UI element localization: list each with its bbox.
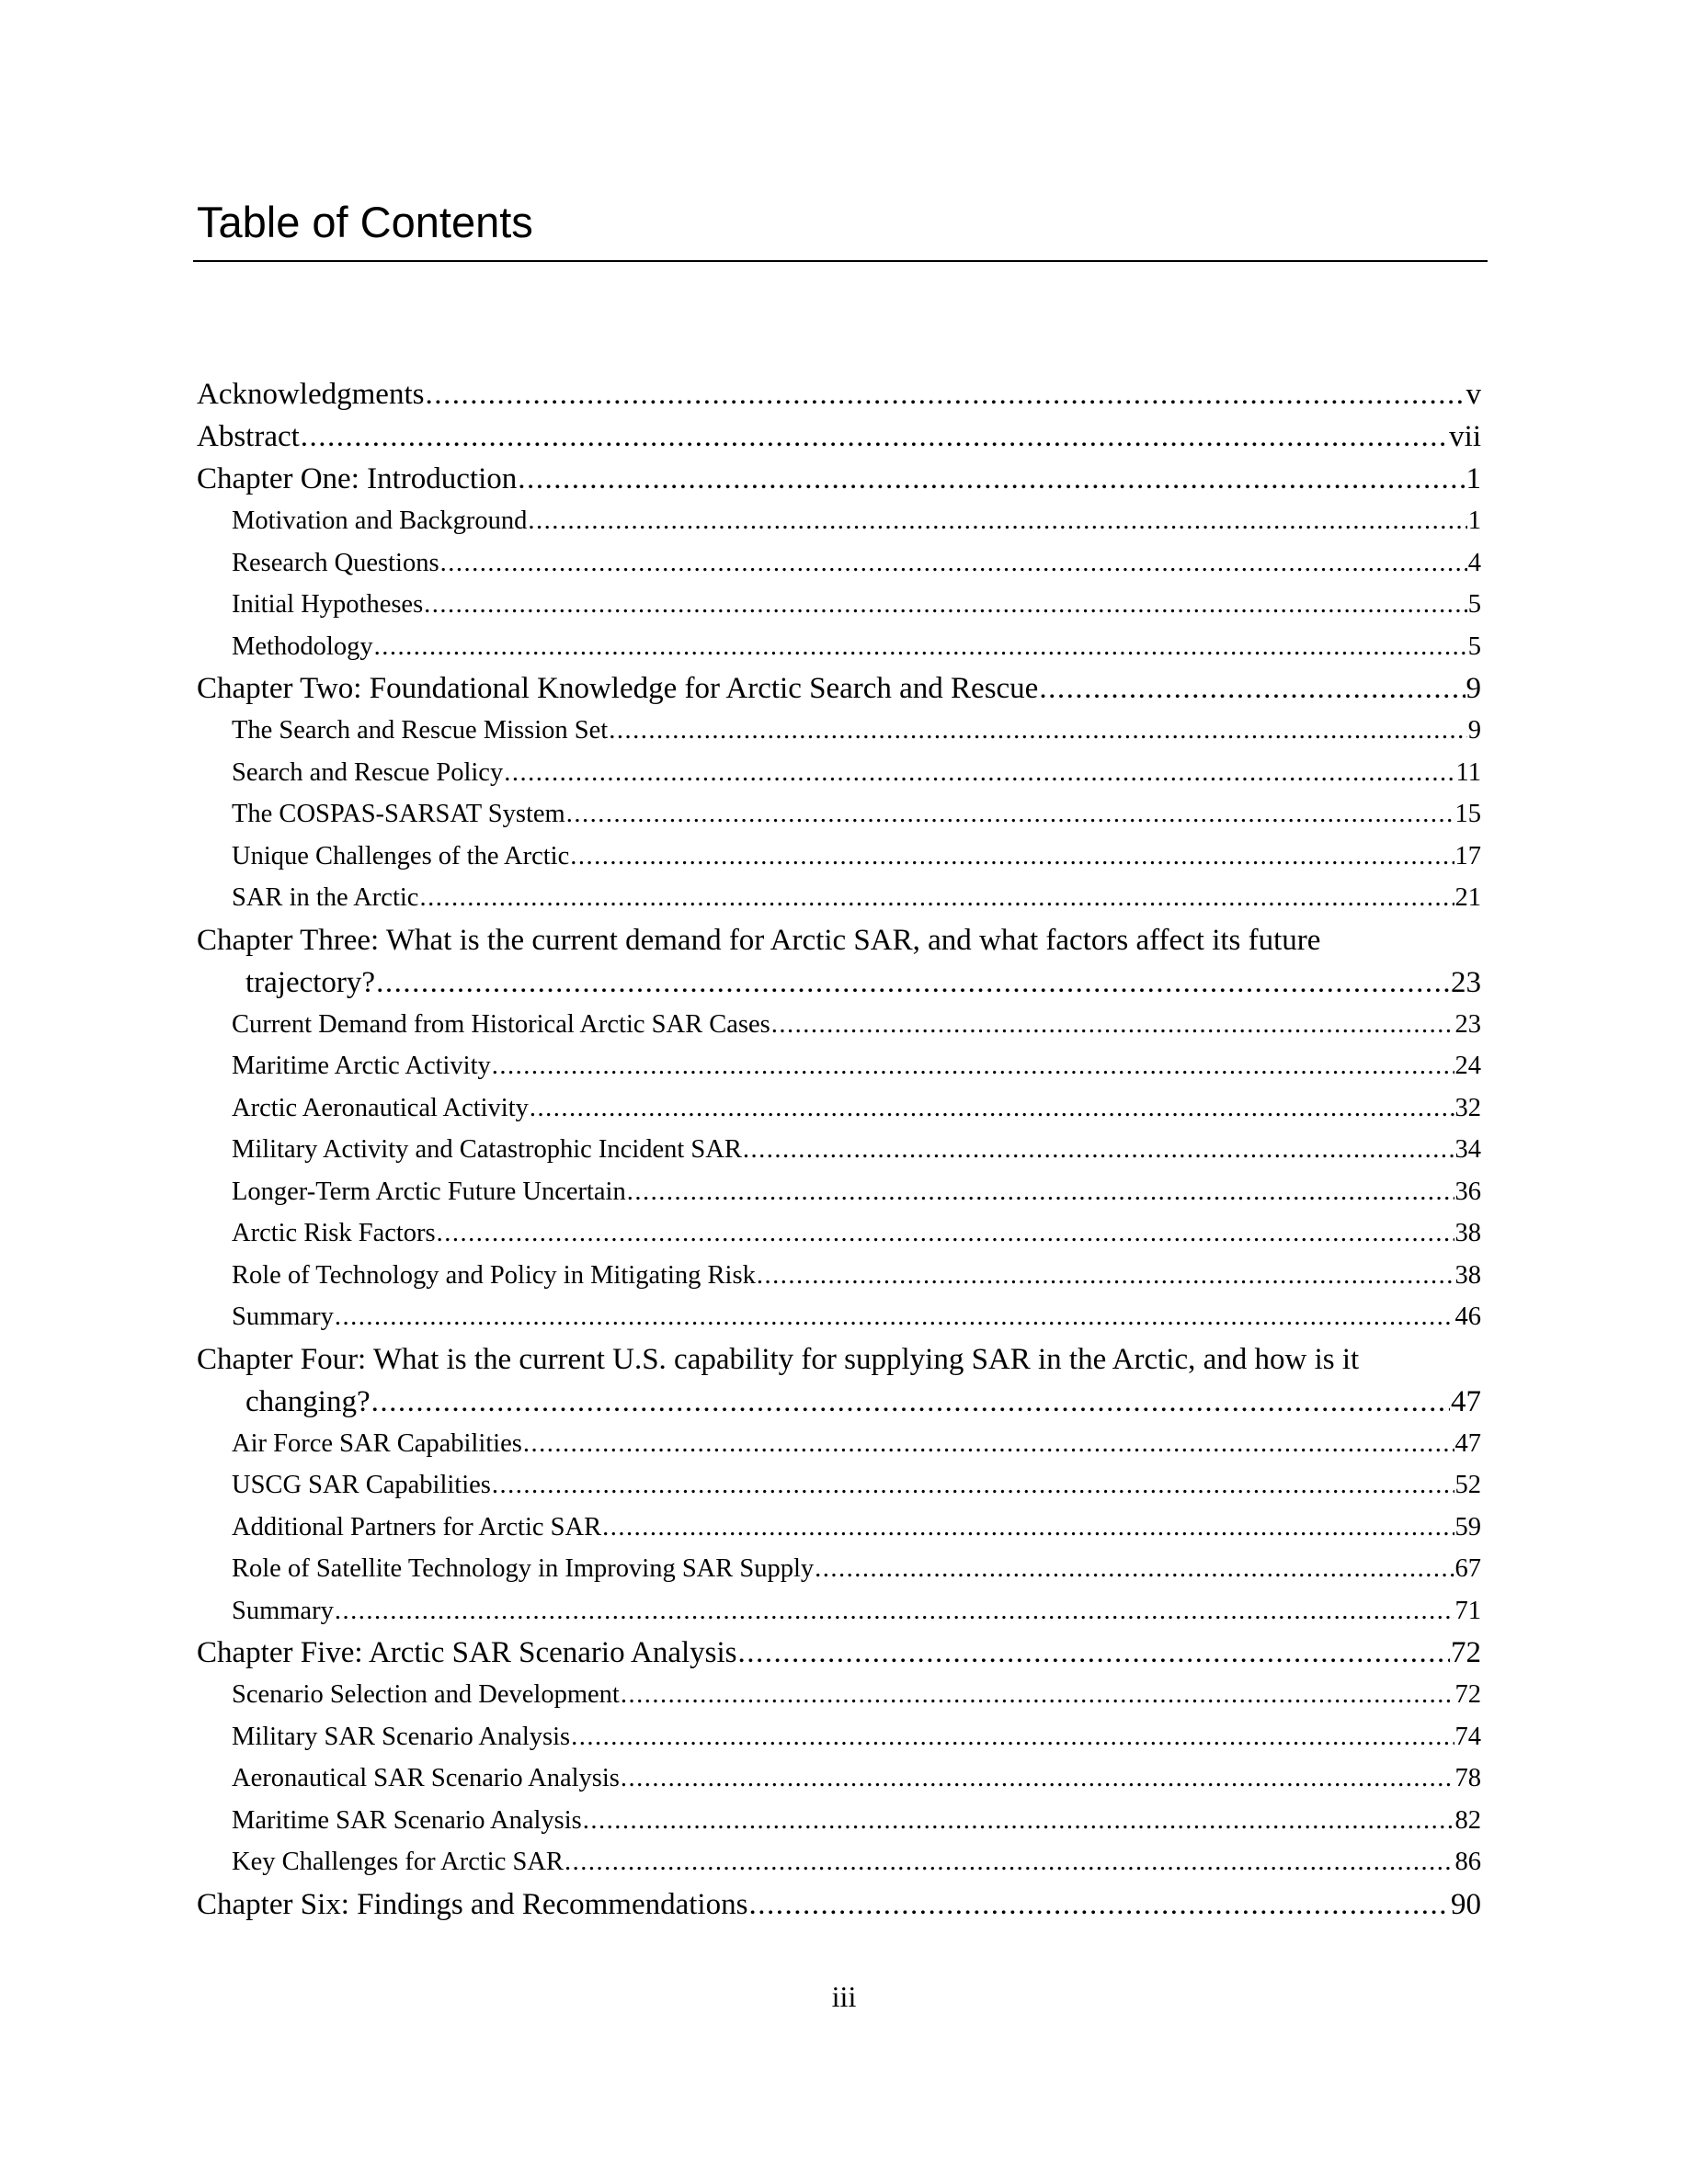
toc-section-entry[interactable]: [197, 1464, 1481, 1507]
toc-entry-label: Longer-Term Arctic Future Uncertain: [232, 1177, 626, 1206]
dot-leader: [771, 1004, 1454, 1046]
toc-chapter-entry[interactable]: [197, 415, 1481, 458]
toc-section-entry[interactable]: [197, 1674, 1481, 1716]
toc-entry-page-number: 38: [1454, 1260, 1481, 1290]
toc-entry-page-number: 5: [1467, 631, 1481, 661]
toc-section-entry[interactable]: [197, 626, 1481, 668]
dot-leader: [492, 1045, 1454, 1087]
dot-leader: [609, 710, 1467, 752]
toc-entry-page-number: 47: [1451, 1384, 1481, 1418]
dot-leader: [757, 1255, 1454, 1297]
toc-entry-label: Summary: [232, 1302, 334, 1331]
title-underline: [193, 260, 1488, 262]
toc-section-entry[interactable]: [197, 1129, 1481, 1171]
dot-leader: [371, 1381, 1450, 1423]
toc-entry-label: Key Challenges for Arctic SAR: [232, 1848, 564, 1876]
toc-entry-label: Chapter One: Introduction: [197, 462, 518, 495]
toc-entry-page-number: 1: [1467, 506, 1481, 535]
toc-section-entry[interactable]: [197, 1507, 1481, 1549]
toc-entry-page-number: 4: [1467, 548, 1481, 577]
dot-leader: [565, 1841, 1454, 1883]
dot-leader: [440, 542, 1467, 585]
toc-section-entry[interactable]: [197, 542, 1481, 585]
toc-entry-label: Military SAR Scenario Analysis: [232, 1722, 571, 1751]
toc-section-entry[interactable]: [197, 584, 1481, 626]
toc-entry-page-number: 71: [1454, 1596, 1481, 1625]
dot-leader: [570, 836, 1454, 878]
toc-entry-page-number: 17: [1454, 841, 1481, 870]
toc-entry-label: Acknowledgments: [197, 378, 425, 411]
toc-section-entry[interactable]: [197, 500, 1481, 542]
toc-section-entry[interactable]: [197, 1045, 1481, 1087]
toc-entry-page-number: 9: [1466, 672, 1481, 705]
toc-entry-page-number: 90: [1451, 1887, 1481, 1921]
toc-entry-label: Abstract: [197, 420, 300, 453]
toc-section-entry[interactable]: [197, 1004, 1481, 1046]
toc-entry-page-number: 46: [1454, 1302, 1481, 1331]
toc-entry-label: Aeronautical SAR Scenario Analysis: [232, 1764, 620, 1792]
toc-entry-page-number: 11: [1455, 757, 1481, 787]
dot-leader: [621, 1757, 1454, 1800]
toc-entry-label: Search and Rescue Policy: [232, 757, 504, 787]
toc-entry-label: Arctic Aeronautical Activity: [232, 1093, 529, 1122]
dot-leader: [492, 1464, 1454, 1507]
toc-entry-page-number: 24: [1454, 1052, 1481, 1080]
toc-entry-label: Air Force SAR Capabilities: [232, 1428, 522, 1458]
dot-leader: [437, 1212, 1454, 1255]
toc-section-entry[interactable]: [197, 877, 1481, 919]
toc-entry-label: Summary: [232, 1596, 334, 1625]
toc-entry-label: Role of Technology and Policy in Mitigating Risk: [232, 1260, 756, 1290]
toc-section-entry[interactable]: [197, 1255, 1481, 1297]
toc-entry-label: Scenario Selection and Development: [232, 1680, 620, 1709]
toc-entry-page-number: 47: [1454, 1428, 1481, 1458]
toc-entry-page-number: 23: [1454, 1009, 1481, 1039]
toc-entry-page-number: v: [1466, 378, 1481, 411]
toc-entry-page-number: 1: [1466, 462, 1481, 495]
toc-entry-label: Role of Satellite Technology in Improving SAR Supply: [232, 1554, 815, 1583]
toc-entry-page-number: vii: [1449, 420, 1481, 453]
toc-entry-page-number: 34: [1454, 1135, 1481, 1164]
dot-leader: [504, 752, 1454, 794]
toc-section-entry[interactable]: [197, 710, 1481, 752]
toc-chapter-entry[interactable]: [197, 458, 1481, 500]
dot-leader: [571, 1716, 1454, 1758]
toc-section-entry[interactable]: [197, 1841, 1481, 1883]
toc-entry-label-continued: trajectory?: [245, 965, 376, 999]
toc-section-entry[interactable]: [197, 752, 1481, 794]
toc-entry-page-number: 15: [1454, 800, 1481, 828]
toc-entry-label: SAR in the Arctic: [232, 883, 419, 912]
dot-leader: [748, 1883, 1450, 1926]
toc-entry-label: The Search and Rescue Mission Set: [232, 716, 609, 745]
toc-entry-label: Chapter Three: What is the current demand for Arctic SAR, and what factors affect its future: [197, 923, 1321, 957]
toc-section-entry[interactable]: [197, 793, 1481, 836]
toc-entry-page-number: 52: [1454, 1471, 1481, 1499]
toc-chapter-entry[interactable]: [197, 919, 1481, 1004]
toc-chapter-entry[interactable]: [197, 1338, 1481, 1423]
toc-entry-page-number: 74: [1454, 1722, 1481, 1751]
toc-entry-page-number: 38: [1454, 1219, 1481, 1247]
dot-leader: [627, 1171, 1454, 1213]
toc-entry-label: Methodology: [232, 631, 373, 661]
toc-chapter-entry[interactable]: [197, 373, 1481, 415]
toc-entry-page-number: 78: [1454, 1764, 1481, 1792]
dot-leader: [566, 793, 1454, 836]
toc-entry-page-number: 32: [1454, 1093, 1481, 1122]
toc-entry-label: Chapter Five: Arctic SAR Scenario Analysis: [197, 1636, 737, 1669]
toc-entry-label: Chapter Six: Findings and Recommendations: [197, 1887, 748, 1921]
dot-leader: [528, 500, 1466, 542]
toc-section-entry[interactable]: [197, 1548, 1481, 1590]
toc-section-entry[interactable]: [197, 1296, 1481, 1338]
dot-leader: [602, 1507, 1454, 1549]
dot-leader: [376, 961, 1450, 1004]
toc-chapter-entry[interactable]: [197, 667, 1481, 710]
dot-leader: [583, 1800, 1454, 1842]
page-number: iii: [831, 1980, 857, 2013]
toc-entry-label: Research Questions: [232, 548, 439, 577]
toc-entry-page-number: 82: [1454, 1805, 1481, 1835]
toc-entry-page-number: 23: [1451, 965, 1481, 999]
page-title: Table of Contents: [197, 198, 533, 246]
toc-section-entry[interactable]: [197, 1800, 1481, 1842]
toc-entry-page-number: 67: [1454, 1554, 1481, 1583]
toc-entry-page-number: 86: [1454, 1848, 1481, 1876]
toc-entry-label-continued: changing?: [245, 1384, 371, 1418]
toc-entry-page-number: 21: [1454, 883, 1481, 912]
dot-leader: [374, 626, 1467, 668]
dot-leader: [301, 415, 1448, 458]
toc-entry-page-number: 5: [1467, 590, 1481, 619]
dot-leader: [738, 1632, 1450, 1674]
toc-entry-label: Military Activity and Catastrophic Incident SAR: [232, 1135, 742, 1164]
dot-leader: [530, 1087, 1454, 1130]
toc-entry-page-number: 36: [1454, 1177, 1481, 1206]
dot-leader: [424, 584, 1467, 626]
dot-leader: [335, 1590, 1454, 1632]
toc-entry-page-number: 9: [1467, 716, 1481, 745]
dot-leader: [518, 458, 1465, 500]
toc-section-entry[interactable]: [197, 836, 1481, 878]
toc-chapter-entry[interactable]: [197, 1632, 1481, 1674]
toc-list: [197, 373, 1481, 1926]
toc-section-entry[interactable]: [197, 1716, 1481, 1758]
toc-section-entry[interactable]: [197, 1590, 1481, 1632]
dot-leader: [815, 1548, 1454, 1590]
toc-section-entry[interactable]: [197, 1757, 1481, 1800]
toc-entry-label: Motivation and Background: [232, 506, 528, 535]
dot-leader: [523, 1423, 1454, 1465]
dot-leader: [425, 373, 1465, 415]
toc-entry-label: Chapter Two: Foundational Knowledge for Arctic Search and Rescue: [197, 672, 1039, 705]
dot-leader: [1039, 667, 1465, 710]
toc-entry-label: Current Demand from Historical Arctic SAR Cases: [232, 1009, 770, 1039]
toc-section-entry[interactable]: [197, 1212, 1481, 1255]
toc-entry-page-number: 72: [1454, 1680, 1481, 1709]
dot-leader: [743, 1129, 1454, 1171]
toc-section-entry[interactable]: [197, 1087, 1481, 1130]
dot-leader: [335, 1296, 1454, 1338]
toc-entry-label: Maritime SAR Scenario Analysis: [232, 1805, 582, 1835]
toc-entry-label: Maritime Arctic Activity: [232, 1052, 491, 1080]
toc-entry-label: Chapter Four: What is the current U.S. capability for supplying SAR in the Arctic, and how is it: [197, 1342, 1360, 1376]
toc-section-entry[interactable]: [197, 1423, 1481, 1465]
toc-entry-label: The COSPAS-SARSAT System: [232, 800, 565, 828]
toc-section-entry[interactable]: [197, 1171, 1481, 1213]
dot-leader: [419, 877, 1454, 919]
dot-leader: [621, 1674, 1454, 1716]
toc-entry-page-number: 59: [1454, 1512, 1481, 1541]
toc-entry-label: USCG SAR Capabilities: [232, 1471, 491, 1499]
toc-entry-page-number: 72: [1451, 1636, 1481, 1669]
toc-entry-label: Additional Partners for Arctic SAR: [232, 1512, 602, 1541]
toc-chapter-entry[interactable]: [197, 1883, 1481, 1926]
toc-entry-label: Unique Challenges of the Arctic: [232, 841, 570, 870]
toc-entry-label: Arctic Risk Factors: [232, 1219, 436, 1247]
toc-entry-label: Initial Hypotheses: [232, 590, 424, 619]
